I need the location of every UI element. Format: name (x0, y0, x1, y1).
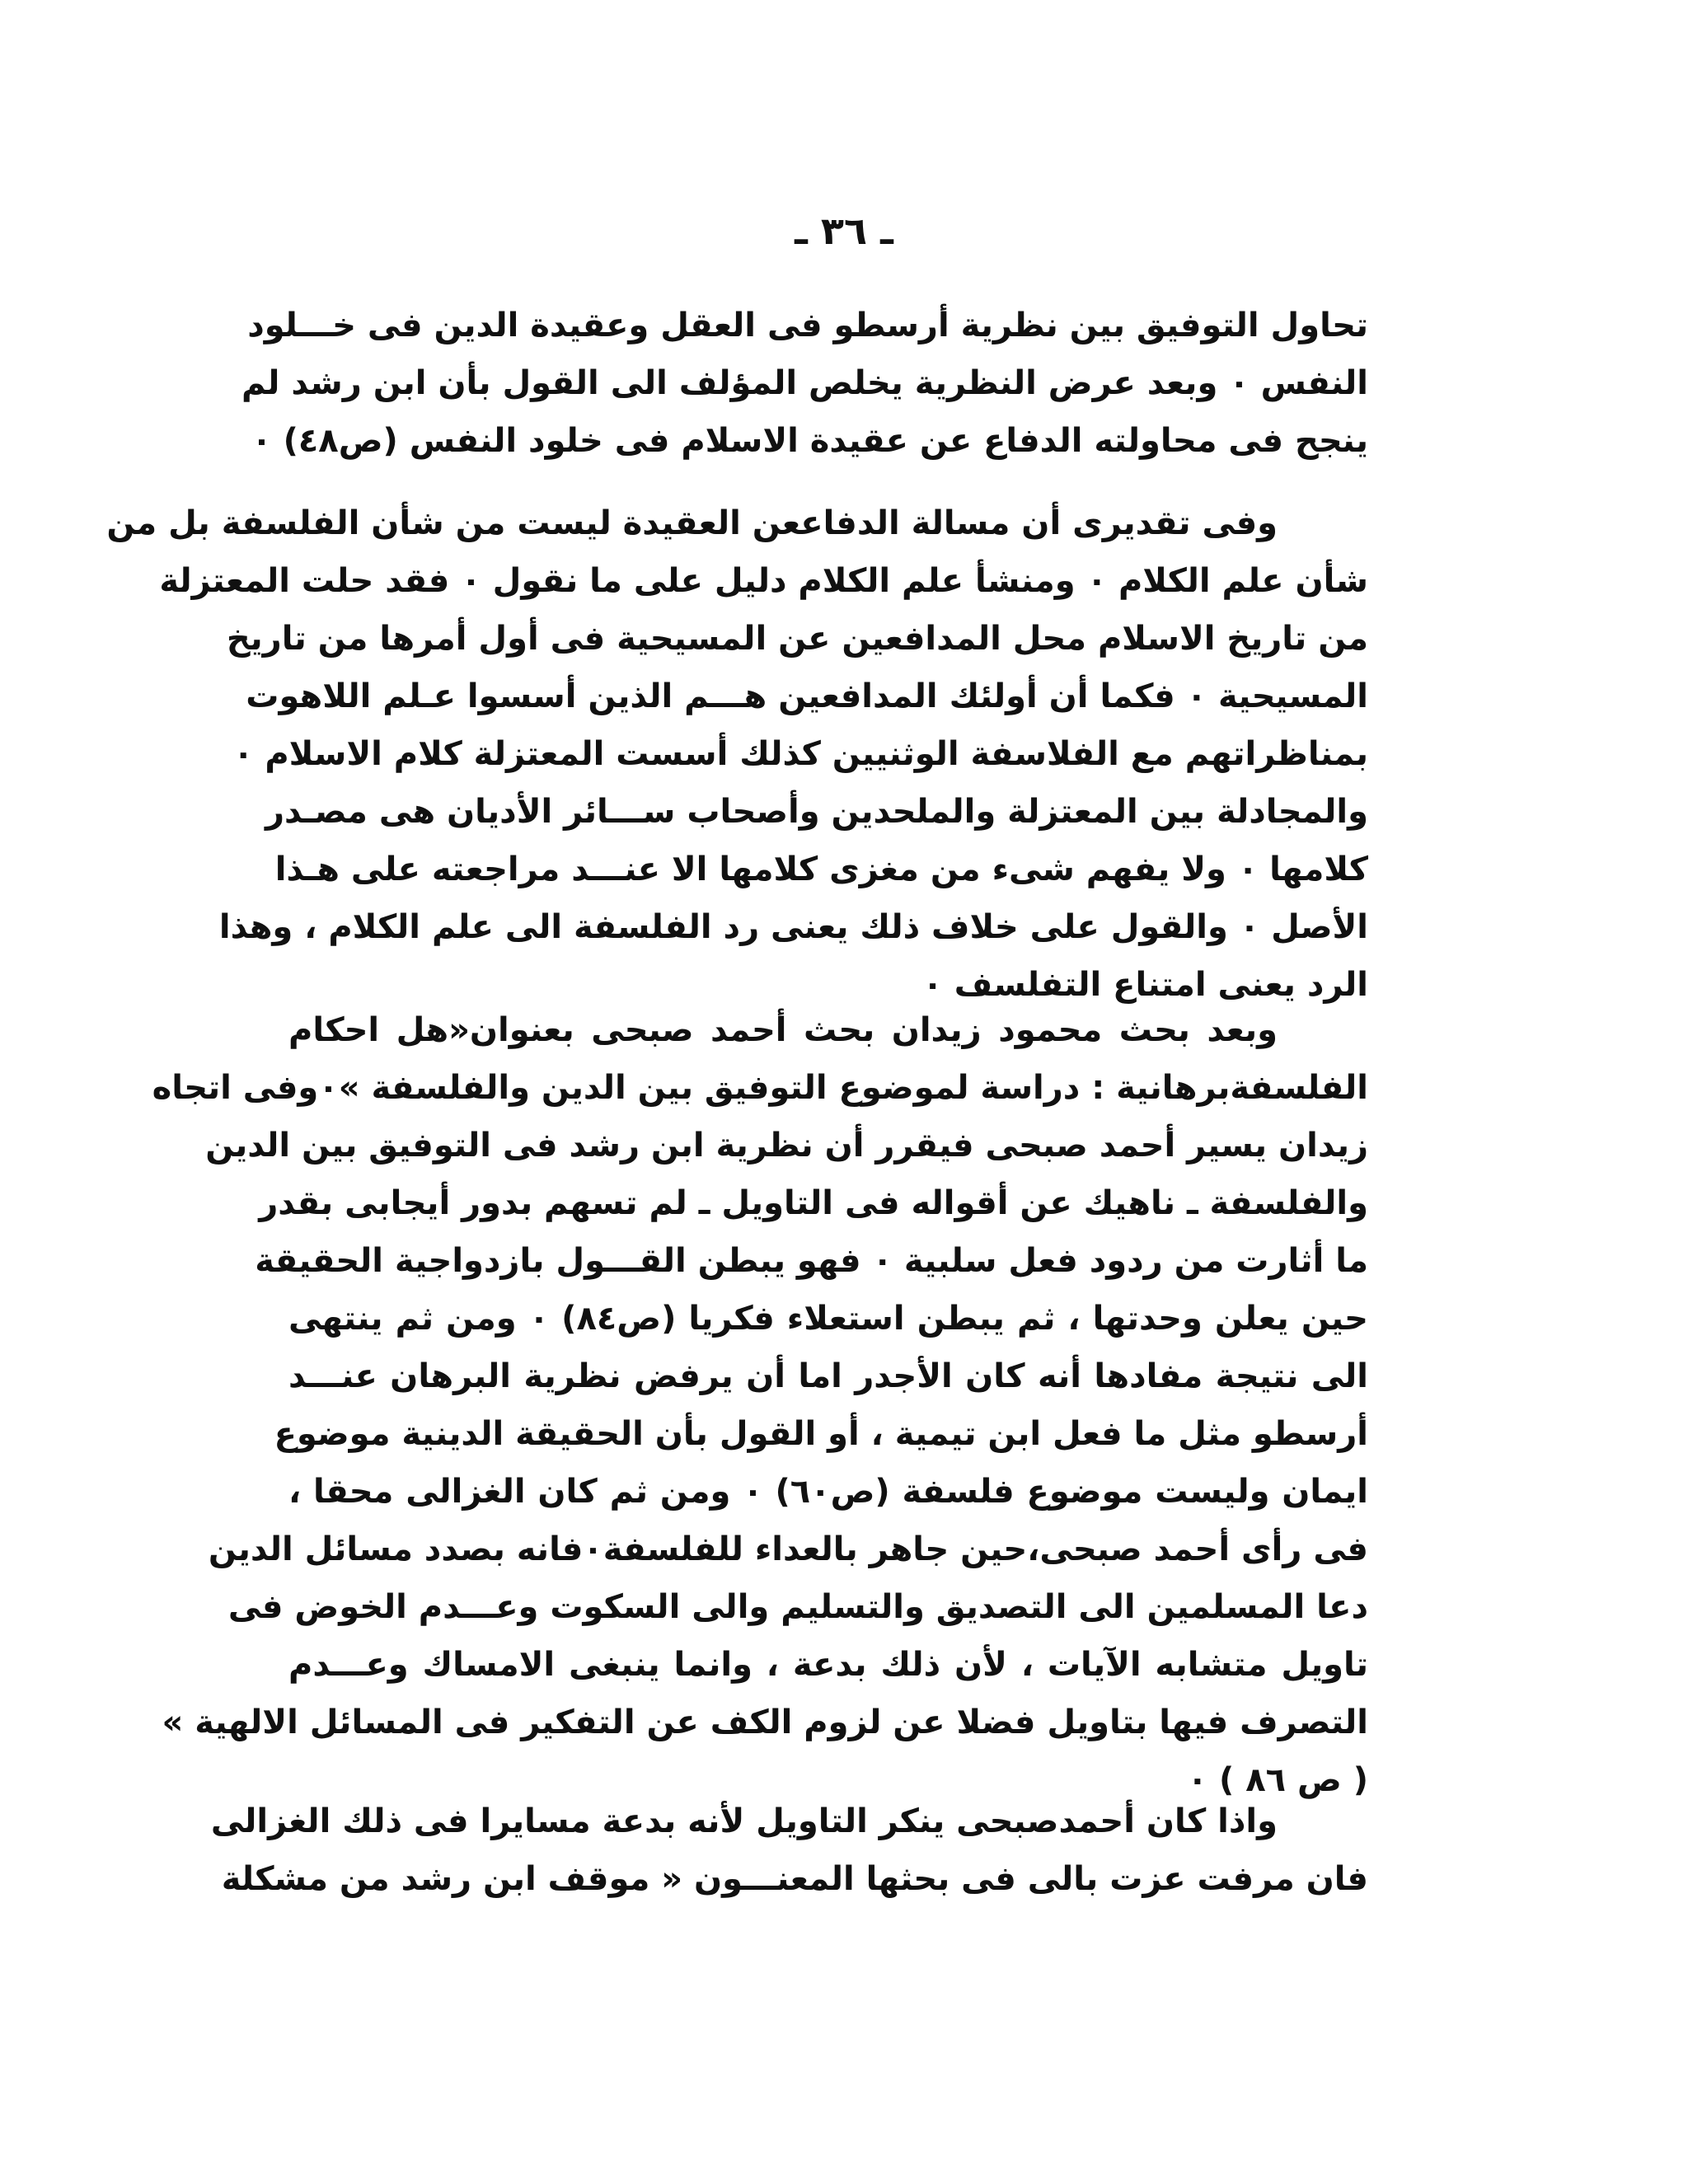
text-line: والمجادلة بين المعتزلة والملحدين وأصحاب ســـائر الأديان هى مصـدر (265, 793, 1368, 831)
paragraph-4 (210, 1793, 1368, 1908)
text-line: فان مرفت عزت بالى فى بحثها المعنـــون « موقف ابن رشد من مشكلة (221, 1860, 1368, 1898)
page-number: ـ ٣٦ ـ (795, 209, 893, 253)
text-line: ( ص ٨٦ ) ٠ (1187, 1761, 1368, 1799)
text-line: الى نتيجة مفادها أنه كان الأجدر اما أن يرفض نظرية البرهان عنـــد (288, 1357, 1368, 1395)
text-line: الرد يعنى امتناع التفلسف ٠ (922, 966, 1368, 1004)
text-line: ايمان وليست موضوع فلسفة (ص٦٠) ٠ ومن ثم كان الغزالى محقا ، (288, 1473, 1368, 1511)
text-line: المسيحية ٠ فكما أن أولئك المدافعين هـــم الذين أسسوا عـلم اللاهوت (246, 677, 1368, 715)
paragraph-3 (152, 1001, 1369, 1809)
text-line: شأن علم الكلام ٠ ومنشأ علم الكلام دليل على ما نقول ٠ فقد حلت المعتزلة (159, 562, 1368, 600)
text-line: حين يعلن وحدتها ، ثم يبطن استعلاء فكريا (ص٨٤) ٠ ومن ثم ينتهى (288, 1300, 1369, 1338)
text-line: وبعد بحث محمود زيدان بحث أحمد صبحى بعنوان«هل احكام (288, 1011, 1278, 1049)
text-line: تاويل متشابه الآيات ، لأن ذلك بدعة ، وانما ينبغى الامساك وعـــدم (288, 1646, 1368, 1684)
text-line: زيدان يسير أحمد صبحى فيقرر أن نظرية ابن رشد فى التوفيق بين الدين (205, 1127, 1368, 1165)
text-line: التصرف فيها بتاويل فضلا عن لزوم الكف عن التفكير فى المسائل الالهية » (162, 1704, 1368, 1741)
text-line: بمناظراتهم مع الفلاسفة الوثنيين كذلك أسست المعتزلة كلام الاسلام ٠ (233, 735, 1368, 773)
text-line: وفى تقديرى أن مسالة الدفاععن العقيدة ليست من شأن الفلسفة بل من (106, 504, 1278, 542)
text-line: كلامها ٠ ولا يفهم شىء من مغزى كلامها الا عنـــد مراجعته على هـذا (274, 851, 1368, 888)
text-line: ما أثارت من ردود فعل سلبية ٠ فهو يبطن القـــول بازدواجية الحقيقة (255, 1242, 1368, 1280)
text-line: فى رأى أحمد صبحى،حين جاهر بالعداء للفلسفة٠فانه بصدد مسائل الدين (208, 1530, 1368, 1568)
text-line: من تاريخ الاسلام محل المدافعين عن المسيحية فى أول أمرها من تاريخ (226, 620, 1368, 658)
text-line: واذا كان أحمدصبحى ينكر التاويل لأنه بدعة مسايرا فى ذلك الغزالى (210, 1802, 1278, 1840)
text-line: والفلسفة ـ ناهيك عن أقواله فى التاويل ـ لم تسهم بدور أيجابى بقدر (259, 1184, 1368, 1222)
text-line: ينجح فى محاولته الدفاع عن عقيدة الاسلام فى خلود النفس (ص٤٨) ٠ (251, 422, 1368, 460)
text-line: تحاول التوفيق بين نظرية أرسطو فى العقل وعقيدة الدين فى خـــلود (247, 307, 1368, 344)
paragraph-1 (241, 297, 1368, 470)
text-line: دعا المسلمين الى التصديق والتسليم والى السكوت وعـــدم الخوض فى (227, 1588, 1368, 1626)
paragraph-2 (106, 494, 1368, 1014)
text-line: الأصل ٠ والقول على خلاف ذلك يعنى رد الفلسفة الى علم الكلام ، وهذا (218, 908, 1368, 946)
text-line: الفلسفةبرهانية : دراسة لموضوع التوفيق بين الدين والفلسفة »٠وفى اتجاه (152, 1069, 1368, 1107)
text-line: أرسطو مثل ما فعل ابن تيمية ، أو القول بأن الحقيقة الدينية موضوع (274, 1415, 1368, 1453)
text-line: النفس ٠ وبعد عرض النظرية يخلص المؤلف الى القول بأن ابن رشد لم (241, 364, 1368, 402)
